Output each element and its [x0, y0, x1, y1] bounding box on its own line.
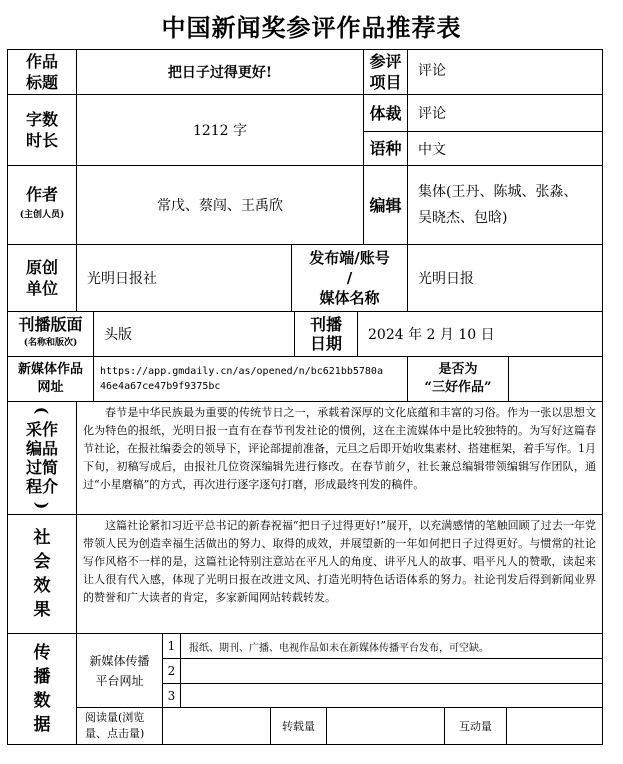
- language-value: 中文: [407, 131, 603, 166]
- editor-value: 集体(王丹、陈城、张淼、 吴晓杰、包晗): [407, 165, 603, 245]
- platform-row-num-3: 3: [162, 683, 181, 708]
- genre-label: 体裁: [363, 94, 408, 132]
- editor-label: 编辑: [363, 165, 408, 245]
- genre-value: 评论: [407, 94, 603, 132]
- three-good-value: [508, 356, 603, 402]
- page-title: 中国新闻奖参评作品推荐表: [161, 13, 462, 42]
- process-text: 春节是中华民族最为重要的传统节日之一，承载着深厚的文化底蕴和丰富的习俗。作为一张以思想文化为特色的报纸，光明日报一直有在春节刊发社论的惯例，这在主流媒体中是比较独特的。为写好这篇春节社论，在报社编委会的领导下，评论部提前准备，元旦之后即开始收集素材、搭建框架，着手写作。1月下旬，初稿写成后，由报社几位资深编辑先进行修改。在春节前夕，社长兼总编辑带领编辑写作团队，通过“小星磨稿”的方式，再次进行逐字逐句打磨，形成最终刊发的稿件。: [76, 401, 603, 515]
- platform-row-text-1[interactable]: 报纸、期刊、广播、电视作品如未在新媒体传播平台发布，可空缺。: [180, 633, 603, 659]
- three-good-label: 是否为 “三好作品”: [407, 356, 509, 402]
- platform-url-label: 新媒体传播 平台网址: [76, 633, 163, 708]
- origin-unit-value: 光明日报社: [76, 244, 292, 312]
- new-media-url-value[interactable]: https://app.gmdaily.cn/as/opened/n/bc621bb5780a 46e4a67ce47b9f9375bc: [93, 356, 408, 402]
- reposts-label: 转载量: [270, 707, 327, 745]
- effect-label: 社 会 效 果: [7, 514, 77, 634]
- origin-unit-label: 原创 单位: [7, 244, 77, 312]
- language-label: 语种: [363, 131, 408, 166]
- publish-date-label: 刊播 日期: [294, 311, 358, 357]
- effect-text: 这篇社论紧扣习近平总书记的新春祝福“把日子过得更好!”展开，以充满感情的笔触回顾了过去一年党带领人民为创造幸福生活做出的努力、取得的成效，并展望新的一年如何把日子过得更好。与惯常的社论写作风格不一样的是，这篇社论特别注意站在平凡人的角度、讲平凡人的故事、唱平凡人的赞歌，读起来让人很有代入感，体现了光明日报在改进文风、打造光明特色话语体系的努力。社论刊发后得到新闻业界的赞誉和广大读者的肯定，多家新闻网站转载转发。: [76, 514, 603, 634]
- reposts-value[interactable]: [326, 707, 445, 745]
- length-value: 1212 字: [76, 94, 364, 166]
- new-media-url-label: 新媒体作品 网址: [7, 356, 94, 402]
- category-label: 参评 项目: [363, 49, 408, 95]
- length-label: 字数 时长: [7, 94, 77, 166]
- category-value: 评论: [407, 49, 603, 95]
- platform-row-num-2: 2: [162, 658, 181, 684]
- spread-label: 传 播 数 据: [7, 633, 77, 745]
- publish-section-label: 刊播版面 (名称和版次): [7, 311, 94, 357]
- publish-date-value: 2024 年 2 月 10 日: [357, 311, 603, 357]
- process-label: ( 采作 编品 过简 程介 ): [7, 401, 77, 515]
- author-value: 常戊、蔡闯、王禹欣: [76, 165, 364, 245]
- interactions-value[interactable]: [506, 707, 603, 745]
- publish-section-value: 头版: [93, 311, 295, 357]
- reads-value[interactable]: [162, 707, 271, 745]
- interactions-label: 互动量: [444, 707, 507, 745]
- author-label: 作者 (主创人员): [7, 165, 77, 245]
- reads-label: 阅读量(浏览 量、点击量): [76, 707, 163, 745]
- publisher-label: 发布端/账号 / 媒体名称: [291, 244, 408, 312]
- platform-row-text-3[interactable]: [180, 683, 603, 708]
- work-title-label: 作品 标题: [7, 49, 77, 95]
- platform-row-num-1: 1: [162, 633, 181, 659]
- work-title-value: 把日子过得更好!: [76, 49, 364, 95]
- publisher-value: 光明日报: [407, 244, 603, 312]
- platform-row-text-2[interactable]: [180, 658, 603, 684]
